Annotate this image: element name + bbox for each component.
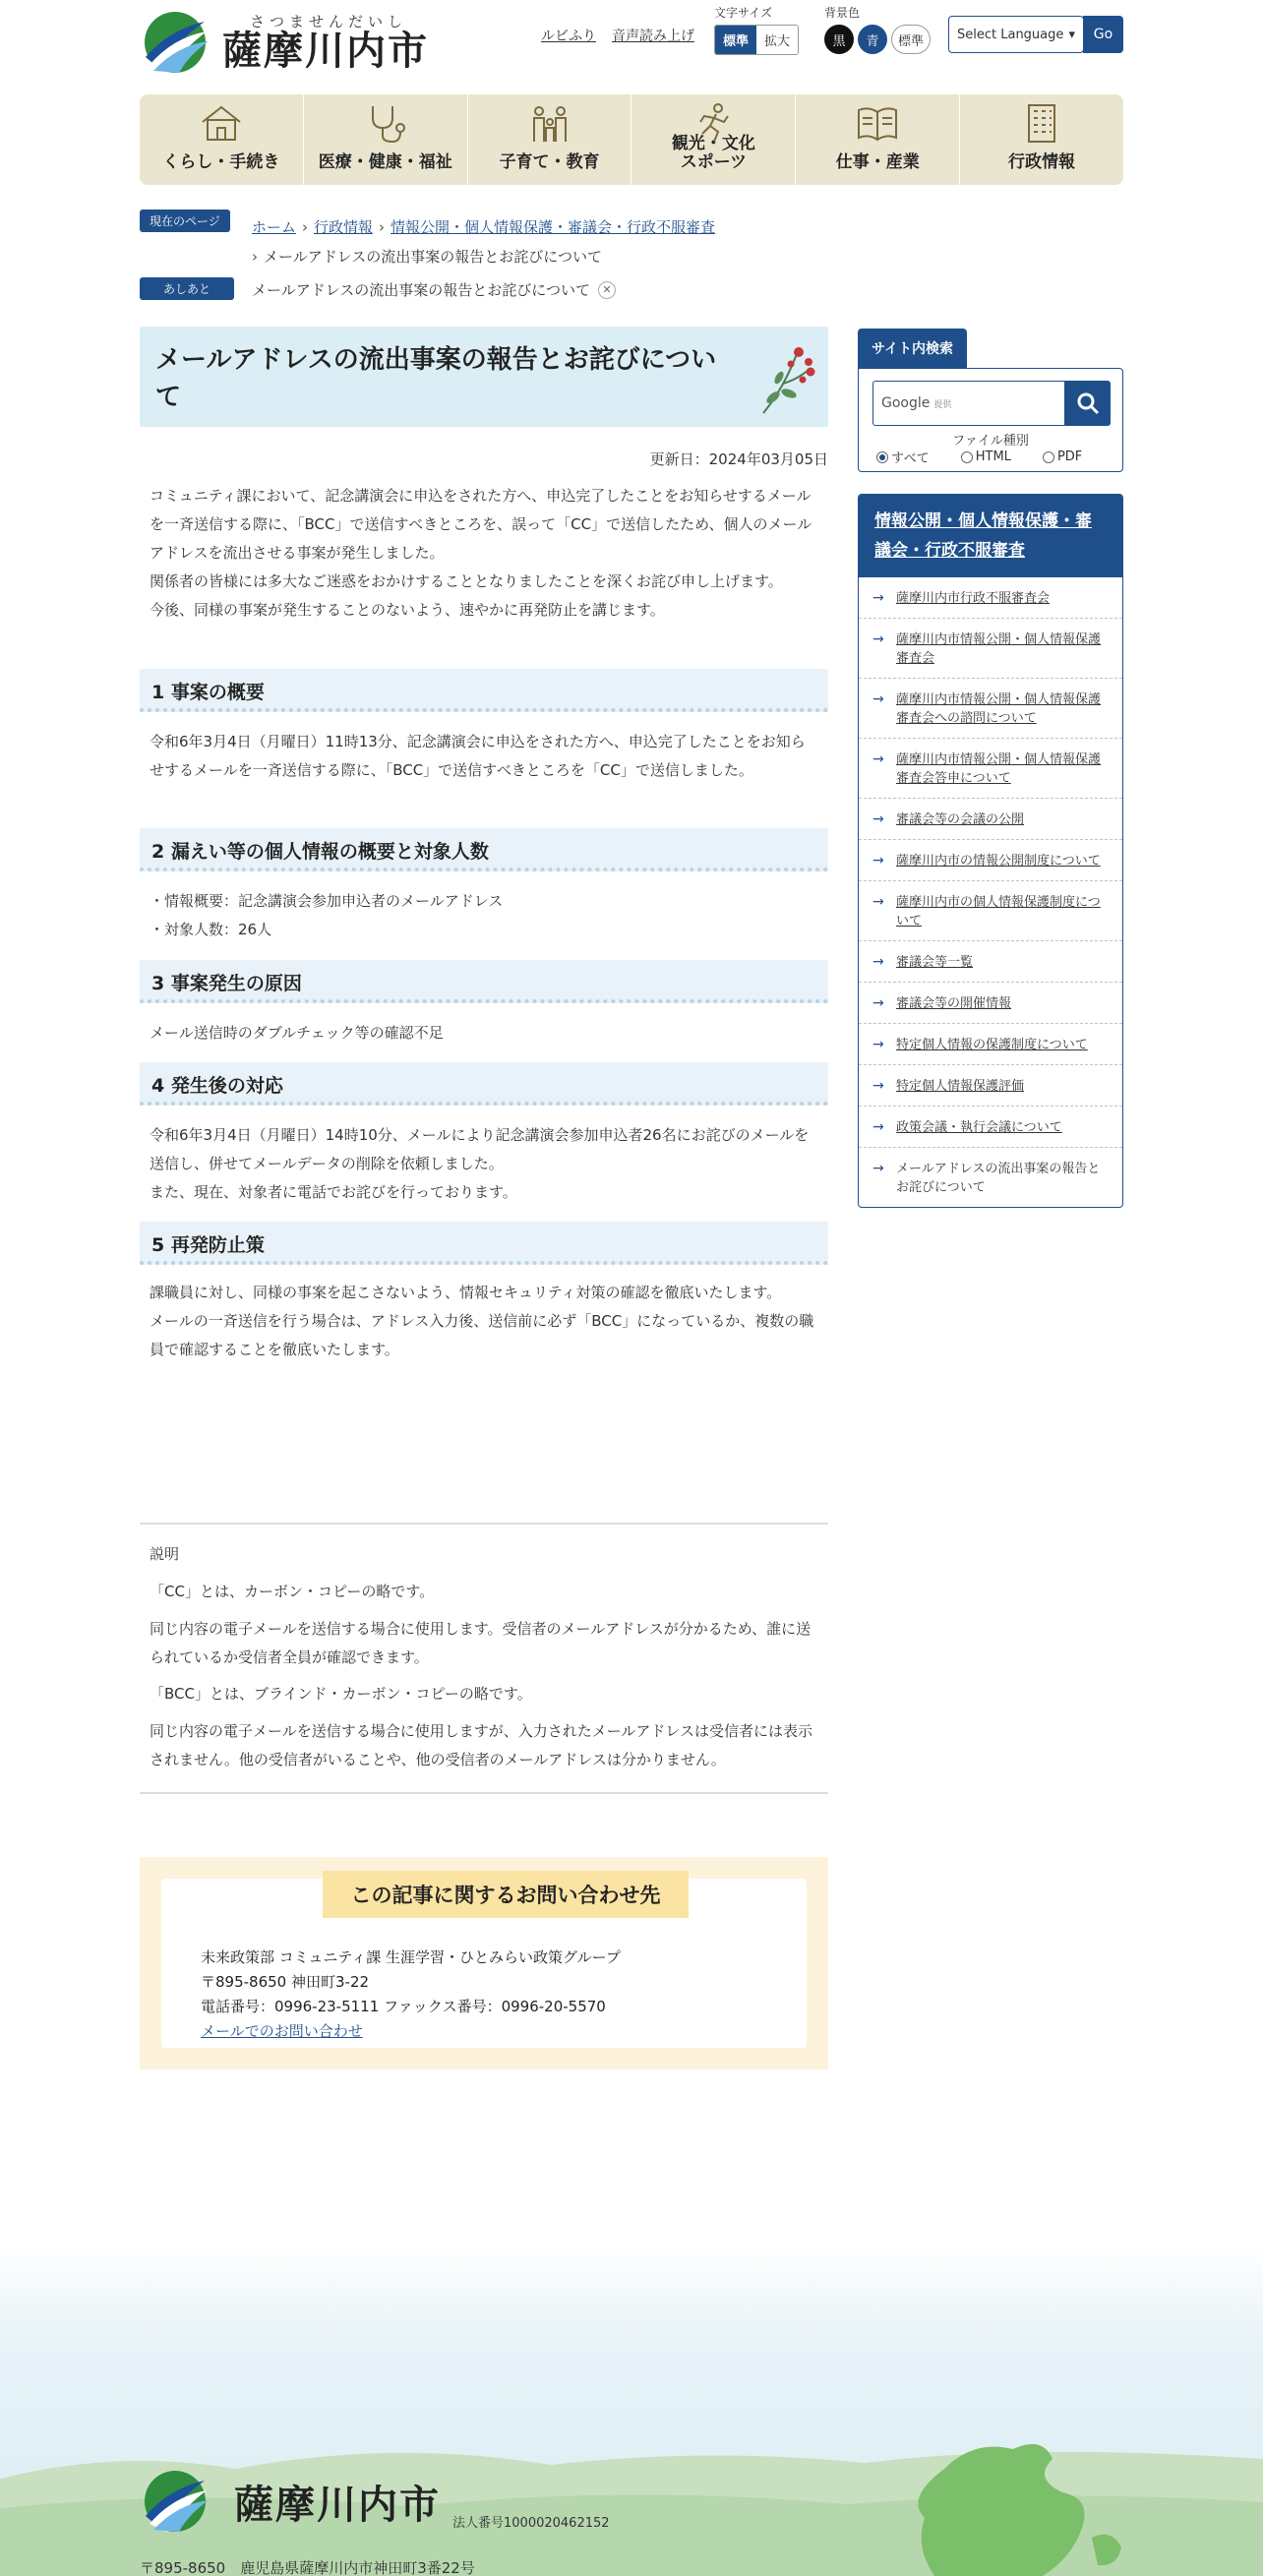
font-size-large-button[interactable]: 拡大 [756, 26, 798, 54]
section-body: ・情報概要：記念講演会参加申込者のメールアドレス ・対象人数：26人 [150, 892, 504, 938]
site-logo[interactable] [140, 8, 454, 77]
nav-item-life[interactable] [140, 94, 304, 185]
contact-phone: 電話番号：0996-23-5111 ファックス番号：0996-20-5570 [201, 1998, 606, 2015]
breadcrumb-home-link[interactable]: ホーム [252, 218, 297, 236]
section-heading [140, 828, 828, 871]
nav-label: 医療・健康・福祉 [318, 152, 452, 173]
header-links [541, 26, 694, 45]
nav-label: 仕事・産業 [835, 152, 920, 173]
language-select-value: Select Language [957, 27, 1064, 42]
breadcrumb-gyosei-link[interactable]: 行政情報 [314, 218, 374, 236]
arrow-right-icon: → [872, 1119, 884, 1135]
page-title: メールアドレスの流出事案の報告とお詫びについて [155, 345, 717, 412]
divider [140, 1523, 828, 1525]
arrow-right-icon: → [872, 631, 884, 647]
bg-color-label: 背景色 [824, 6, 861, 20]
bg-black-button[interactable]: 黒 [824, 25, 854, 54]
breadcrumb-tag: 現在のページ [140, 210, 230, 232]
sidebar-item[interactable] [859, 798, 1122, 839]
radio-label: すべて [891, 451, 930, 466]
font-size-control [714, 4, 799, 55]
search-button[interactable] [1065, 381, 1111, 426]
note-text: 「BCC」とは、ブラインド・カーボン・コピーの略です。 [150, 1685, 532, 1703]
section-heading [140, 960, 828, 1003]
file-type-pdf-radio[interactable] [1043, 448, 1082, 466]
section-heading-text: 5 再発防止策 [151, 1234, 265, 1256]
section-heading-text: 4 発生後の対応 [151, 1075, 283, 1097]
updated-date: 更新日：2024年03月05日 [649, 450, 828, 468]
note-text: 同じ内容の電子メールを送信する場合に使用しますが、入力されたメールアドレスは受信者には表示されません。他の受信者がいることや、他の受信者のメールアドレスは分かりません。 [150, 1722, 812, 1768]
sidebar-item[interactable] [859, 738, 1122, 798]
sidebar-item[interactable] [859, 839, 1122, 880]
sidebar-item[interactable] [859, 1023, 1122, 1064]
nav-item-work[interactable] [796, 94, 960, 185]
language-go-button[interactable]: Go [1083, 16, 1123, 53]
ashiato-tag: あしあと [140, 277, 234, 300]
contact-inner [161, 1879, 807, 2048]
radio-icon [1043, 451, 1054, 463]
sidebar-item-label: 薩摩川内市行政不服審査会 [896, 591, 1051, 606]
stethoscope-icon [363, 102, 408, 144]
section-body: 課職員に対し、同様の事案を起こさないよう、情報セキュリティ対策の確認を徹底いたします。 メールの一斉送信を行う場合は、アドレス入力後、送信前に必ず「BCC」になっているか、複数の職員で確認することを徹底いたします。 [150, 1284, 814, 1358]
contact-title: この記事に関するお問い合わせ先 [323, 1871, 689, 1918]
bg-blue-button[interactable]: 青 [858, 25, 887, 54]
logo-name: 薩摩川内市 [222, 27, 429, 74]
file-type-radios [876, 448, 1082, 466]
arrow-right-icon: → [872, 853, 884, 869]
search-icon [1076, 391, 1100, 415]
runner-icon [691, 102, 736, 144]
building-icon [1019, 102, 1064, 144]
sidebar-item[interactable] [859, 678, 1122, 738]
radio-icon [961, 451, 973, 463]
house-icon [199, 102, 244, 144]
search-provided: 提供 [933, 399, 952, 410]
global-nav [140, 94, 1123, 185]
arrow-right-icon: → [872, 995, 884, 1011]
section-heading [140, 1222, 828, 1265]
section-body: メール送信時のダブルチェック等の確認不足 [150, 1024, 444, 1042]
chevron-right-icon: › [379, 218, 386, 236]
read-aloud-link[interactable]: 音声読み上げ [612, 29, 694, 44]
file-type-label: ファイル種別 [952, 434, 1029, 449]
arrow-right-icon: → [872, 1078, 884, 1094]
sidebar-item[interactable] [859, 940, 1122, 982]
arrow-right-icon: → [872, 1161, 884, 1176]
section-body: 令和6年3月4日（月曜日）14時10分、メールにより記念講演会参加申込者26名にお詫びのメールを送信し、併せてメールデータの削除を依頼しました。 また、現在、対象者に電話でお詫びを行っております。 [150, 1126, 810, 1201]
ruby-toggle-link[interactable]: ルビふり [541, 29, 596, 44]
arrow-right-icon: → [872, 811, 884, 827]
ashiato-item[interactable]: メールアドレスの流出事案の報告とお詫びについて [252, 281, 590, 299]
search-input[interactable] [872, 381, 1065, 426]
sidebar-item-label: 特定個人情報の保護制度について [896, 1038, 1088, 1052]
note-text: 同じ内容の電子メールを送信する場合に使用します。受信者のメールアドレスが分かるため、誰に送られているか受信者全員が確認できます。 [150, 1620, 812, 1666]
nav-item-tourism[interactable] [632, 94, 796, 185]
book-icon [855, 102, 900, 144]
arrow-right-icon: → [872, 751, 884, 767]
sidebar-item-current[interactable] [859, 1147, 1122, 1207]
sidebar-item[interactable] [859, 618, 1122, 678]
intro-text: コミュニティ課において、記念講演会に申込をされた方へ、申込完了したことをお知らせするメールを一斉送信する際に、「BCC」で送信すべきところを、誤って「CC」で送信したため、個人のメールアドレスを流出させる事案が発生しました。 関係者の皆様には多大なご迷惑をおかけすることとなりましたことを深くお詫び申し上げます。 今後、同様の事案が発生することのないよう、速やかに再発防止を講じます。 [150, 487, 812, 619]
search-placeholder: Google [881, 395, 931, 411]
note-text: 「CC」とは、カーボン・コピーの略です。 [150, 1583, 435, 1600]
sidebar-menu-title[interactable]: 情報公開・個人情報保護・審議会・行政不服審査 [859, 495, 1122, 577]
sidebar-menu [858, 494, 1123, 1208]
nav-label: 子育て・教育 [499, 152, 600, 173]
contact-box [140, 1857, 828, 2069]
site-search-tab: サイト内検索 [858, 329, 967, 368]
arrow-right-icon: → [872, 590, 884, 606]
arrow-right-icon: → [872, 954, 884, 970]
ashiato [252, 279, 616, 300]
radio-selected-icon [876, 451, 888, 463]
logo-mark-icon [140, 10, 210, 75]
bg-standard-button[interactable]: 標準 [891, 25, 931, 54]
sidebar-item[interactable] [859, 577, 1122, 618]
footer-address: 〒895-8650 鹿児島県薩摩川内市神田町3番22号 [140, 2559, 475, 2576]
sidebar-item-label: 薩摩川内市情報公開・個人情報保護審査会答申について [896, 752, 1102, 786]
sidebar-item-label: 薩摩川内市の情報公開制度について [896, 854, 1101, 869]
bg-color-control [824, 4, 931, 54]
arrow-right-icon: → [872, 1037, 884, 1052]
footer-logo [140, 2469, 441, 2534]
nav-label: くらし・手続き [162, 152, 280, 173]
language-select[interactable] [948, 16, 1084, 53]
city-map-illustration [885, 2429, 1131, 2576]
section-body: 令和6年3月4日（月曜日）11時13分、記念講演会に申込をされた方へ、申込完了したことをお知らせするメールを一斉送信する際に、「BCC」で送信すべきところを「CC」で送信しました。 [150, 733, 806, 779]
file-type-all-radio[interactable] [876, 448, 930, 466]
nav-item-childcare[interactable] [468, 94, 632, 185]
section-heading [140, 1062, 828, 1106]
family-icon [527, 102, 572, 144]
divider [140, 1792, 828, 1794]
section-heading-text: 1 事案の概要 [151, 682, 265, 703]
close-icon[interactable]: ✕ [598, 281, 616, 299]
footer-name: 薩摩川内市 [234, 2481, 441, 2528]
sidebar-item[interactable] [859, 880, 1122, 940]
contact-address: 〒895-8650 神田町3-22 [201, 1973, 370, 1991]
sidebar-item[interactable] [859, 1064, 1122, 1106]
chevron-right-icon: › [302, 218, 309, 236]
sidebar-item-label: 審議会等一覧 [896, 955, 974, 970]
sidebar-item-label: 政策会議・執行会議について [896, 1120, 1062, 1135]
sidebar-item-label: 薩摩川内市の個人情報保護制度について [896, 895, 1101, 929]
note-label: 説明 [150, 1545, 180, 1563]
flower-branch-icon [753, 340, 818, 417]
site-search-box [858, 368, 1123, 472]
section-heading-text: 2 漏えい等の個人情報の概要と対象人数 [151, 841, 489, 863]
sidebar-item-label: 特定個人情報保護評価 [896, 1079, 1025, 1094]
sidebar-item[interactable] [859, 982, 1122, 1023]
contact-body [201, 1946, 621, 2044]
breadcrumb [252, 212, 862, 271]
footer-corp-number: 法人番号1000020462152 [452, 2516, 610, 2531]
arrow-right-icon: → [872, 894, 884, 910]
section-heading-text: 3 事案発生の原因 [151, 973, 302, 994]
contact-mail-link[interactable]: メールでのお問い合わせ [201, 2022, 363, 2040]
sidebar-item-label: 審議会等の開催情報 [896, 996, 1012, 1011]
nav-item-government[interactable] [960, 94, 1123, 185]
breadcrumb-current: メールアドレスの流出事案の報告とお詫びについて [264, 248, 602, 266]
nav-item-health[interactable] [304, 94, 468, 185]
nav-label: 観光・文化 スポーツ [671, 133, 755, 173]
sidebar-item-label: 薩摩川内市情報公開・個人情報保護審査会への諮問について [896, 692, 1102, 726]
nav-label: 行政情報 [1008, 152, 1076, 173]
sidebar-item[interactable] [859, 1106, 1122, 1147]
logo-mark-icon [140, 2469, 210, 2534]
arrow-right-icon: → [872, 691, 884, 707]
sidebar-item-label: メールアドレスの流出事案の報告とお詫びについて [896, 1162, 1101, 1195]
font-size-standard-button[interactable]: 標準 [715, 26, 756, 54]
breadcrumb-category-link[interactable]: 情報公開・個人情報保護・審議会・行政不服審査 [391, 218, 716, 236]
file-type-html-radio[interactable] [961, 448, 1011, 466]
page-title-box [140, 327, 828, 427]
logo-ruby: さつませんだいし [250, 12, 408, 30]
radio-label: HTML [975, 449, 1011, 464]
radio-label: PDF [1056, 449, 1083, 464]
sidebar-item-label: 審議会等の会議の公開 [896, 812, 1025, 827]
section-heading [140, 669, 828, 712]
font-size-label: 文字サイズ [714, 6, 773, 20]
contact-dept: 未来政策部 コミュニティ課 生涯学習・ひとみらい政策グループ [201, 1948, 621, 1966]
chevron-right-icon: › [252, 248, 258, 266]
caret-down-icon: ▾ [1068, 27, 1075, 42]
sidebar-item-label: 薩摩川内市情報公開・個人情報保護審査会 [896, 632, 1102, 666]
